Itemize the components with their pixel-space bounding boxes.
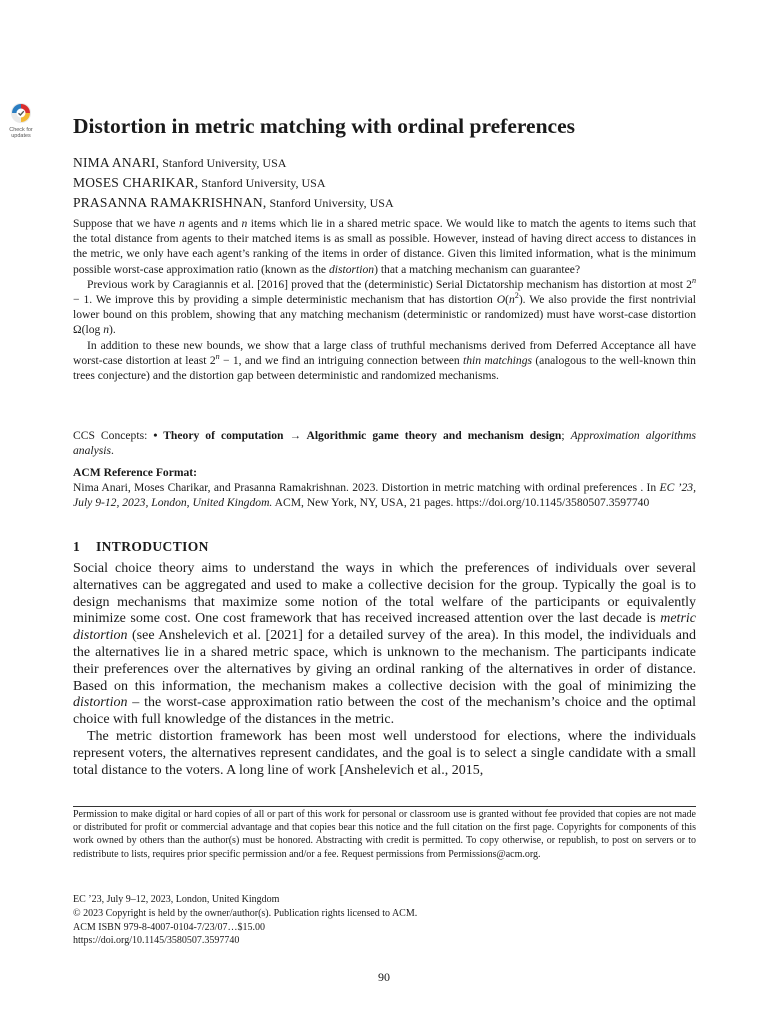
abstract-paragraph: Suppose that we have n agents and n items which lie in a shared metric space. We would like to match the agents to items such that the total distance from agents to their matched items is as small as possible. However, instead of having direct access to distances in the metric, we only have each agent’s ranking of the items in order of distance. Given this limited information, what is the minimum possible worst-case approximation ratio (known as the distortion) that a matching mechanism can guarantee?	[73, 217, 696, 276]
page-number: 90	[378, 970, 390, 984]
author-list	[73, 153, 394, 213]
section-heading	[73, 539, 209, 555]
check-for-updates-label: Check for updates	[9, 127, 33, 139]
publication-info	[73, 893, 417, 948]
acm-reference-format	[73, 465, 696, 511]
author-affiliation: Stanford University, USA	[198, 176, 326, 190]
abstract-paragraph: In addition to these new bounds, we show that a large class of truthful mechanisms derived from Deferred Acceptance all have worst-case distortion at least $2^n - 1$, and we find an intriguing connection between thin matchings (analogous to the well-known thin trees conjecture) and the distortion gap between deterministic and randomized mechanisms.	[73, 338, 696, 383]
ccs-concepts: CCS Concepts: • Theory of computation → Algorithmic game theory and mechanism design; Approximation algorithms analysis.	[73, 429, 696, 458]
abstract-paragraph: Previous work by Caragiannis et al. [2016] proved that the (deterministic) Serial Dictatorship mechanism has distortion at most $2^n - 1$. We improve this by providing a simple deterministic mechanism that has distortion $O(n^2)$. We also provide the first nontrivial lower bound on this problem, showing that any matching mechanism (deterministic or randomized) must have worst-case distortion Ω(log n).	[73, 275, 697, 337]
acm-reference-text: Nima Anari, Moses Charikar, and Prasanna Ramakrishnan. 2023. Distortion in metric matching with ordinal preferences . In EC ’23, July 9-12, 2023, London, United Kingdom. ACM, New York, NY, USA, 21 pages. https://doi.org/10.1145/3580507.3597740	[73, 481, 696, 510]
introduction-body	[73, 561, 696, 779]
author-name: PRASANNA RAMAKRISHNAN,	[73, 195, 267, 210]
author-affiliation: Stanford University, USA	[159, 156, 287, 170]
check-for-updates-icon	[8, 101, 34, 127]
permission-footnote: Permission to make digital or hard copies of all or part of this work for personal or classroom use is granted without fee provided that copies are not made or distributed for profit or commercial advantage and that copies bear this notice and the full citation on the first page. Copyrights for components of this work owned by others than the author(s) must be honored. Abstracting with credit is permitted. To copy otherwise, or republish, to post on servers or to redistribute to lists, requires prior specific permission and/or a fee. Request permissions from Permissions@acm.org.	[73, 809, 696, 860]
check-for-updates-badge[interactable]	[3, 101, 39, 139]
footnote-divider	[73, 806, 696, 807]
author-line	[73, 193, 394, 213]
section-number: 1	[73, 539, 81, 554]
author-name: NIMA ANARI,	[73, 155, 160, 170]
author-name: MOSES CHARIKAR,	[73, 175, 199, 190]
isbn-line: ACM ISBN 979-8-4007-0104-7/23/07…$15.00	[73, 921, 265, 933]
body-paragraph: Social choice theory aims to understand the ways in which the preferences of individuals over several alternatives can be aggregated and used to make a collective decision for the group. Typically the goal is to design mechanisms that maximize some notion of the total welfare of the participants or equivalently minimize some cost. One cost framework that has received increased attention over the last decade is metric distortion (see Anshelevich et al. [2021] for a detailed survey of the area). In this model, the individuals and the alternatives lie in a shared metric space, which is unknown to the mechanism. The participants indicate their preferences over the alternatives by giving an ordinal ranking of the alternatives in order of distance. Based on this information, the mechanism makes a collective decision with the goal of minimizing the distortion – the worst-case approximation ratio between the cost of the mechanism’s choice and the optimal choice with full knowledge of the distances in the metric.	[73, 561, 696, 728]
abstract	[73, 216, 696, 383]
conference-line: EC ’23, July 9–12, 2023, London, United Kingdom	[73, 894, 280, 905]
author-affiliation: Stanford University, USA	[266, 196, 394, 210]
acm-reference-heading: ACM Reference Format:	[73, 466, 198, 479]
author-line	[73, 153, 394, 173]
body-paragraph: The metric distortion framework has been most well understood for elections, where the individuals represent voters, the alternatives represent candidates, and the goal is to select a single candidate with a small total distance to the voters. A long line of work [Anshelevich et al., 2015,	[73, 728, 696, 778]
author-line	[73, 173, 394, 193]
paper-title: Distortion in metric matching with ordinal preferences	[73, 114, 575, 138]
copyright-line: © 2023 Copyright is held by the owner/author(s). Publication rights licensed to ACM.	[73, 907, 418, 919]
doi-link[interactable]: https://doi.org/10.1145/3580507.3597740	[73, 935, 240, 947]
section-title: INTRODUCTION	[96, 539, 209, 554]
